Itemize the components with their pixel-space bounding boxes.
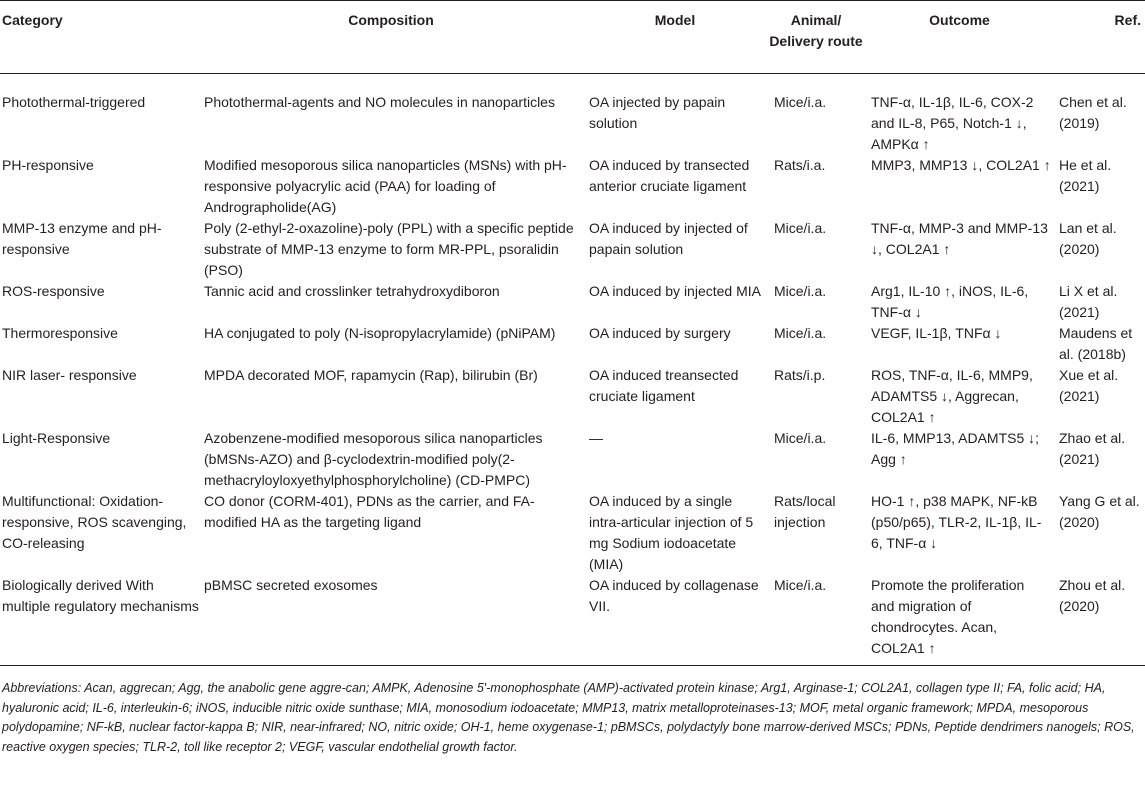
cell-category: Thermoresponsive <box>2 325 118 341</box>
cell-outcome: Arg1, IL-10 ↑, iNOS, IL-6, TNF-α ↓ <box>871 283 1029 320</box>
header-model: Model <box>654 12 696 28</box>
cell-model: OA induced by injected of papain solution <box>589 220 748 257</box>
cell-composition: MPDA decorated MOF, rapamycin (Rap), bilirubin (Br) <box>204 367 538 383</box>
cell-animal-delivery-route: Mice/i.a. <box>774 94 827 110</box>
cell-composition: Poly (2-ethyl-2-oxazoline)-poly (PPL) with a specific peptide substrate of MMP-13 enzyme to form MR-PPL, psoralidin (PSO) <box>204 220 574 278</box>
table-row <box>0 281 1145 323</box>
cell-ref: Li X et al. (2021) <box>1059 283 1118 320</box>
cell-composition: CO donor (CORM-401), PDNs as the carrier, and FA-modified HA as the targeting ligand <box>204 493 535 530</box>
cell-composition: Photothermal-agents and NO molecules in nanoparticles <box>204 94 555 110</box>
cell-animal-delivery-route: Rats/local injection <box>774 493 836 530</box>
cell-outcome: ROS, TNF-α, IL-6, MMP9, ADAMTS5 ↓, Aggrecan, COL2A1 ↑ <box>871 367 1033 425</box>
header-animal-delivery-route: Animal/ Delivery route <box>769 12 863 49</box>
header-ref: Ref. <box>1114 12 1141 28</box>
cell-model: OA injected by papain solution <box>589 94 726 131</box>
table-body <box>0 74 1145 666</box>
header-outcome: Outcome <box>929 12 990 28</box>
cell-ref: Chen et al. (2019) <box>1059 94 1127 131</box>
cell-category: Biologically derived With multiple regulatory mechanisms <box>2 577 199 614</box>
cell-ref: Zhou et al. (2020) <box>1059 577 1126 614</box>
cell-outcome: HO-1 ↑, p38 MAPK, NF-kB (p50/p65), TLR-2, IL-1β, IL-6, TNF-α ↓ <box>871 493 1042 551</box>
cell-composition: Modified mesoporous silica nanoparticles (MSNs) with pH-responsive polyacrylic acid (PAA) for loading of Andrographolide(AG) <box>204 157 567 215</box>
cell-category: NIR laser- responsive <box>2 367 137 383</box>
cell-category: PH-responsive <box>2 157 94 173</box>
table-row <box>0 218 1145 281</box>
abbreviations-footnote: Abbreviations: Acan, aggrecan; Agg, the anabolic gene aggre-can; AMPK, Adenosine 5′-monophosphate (AMP)-activated protein kinase; Arg1, Arginase-1; COL2A1, collagen type II; FA, folic acid; HA, hyaluronic acid; IL-6, interleukin-6; iNOS, inducible nitric oxide sunthase; MIA, monosodium iodoacetate; MMP13, matrix metalloproteinases-13; MOF, metal organic framework; MPDA, mesoporous polydopamine; NF-kB, nuclear factor-kappa B; NIR, near-infrared; NO, nitric oxide; OH-1, heme oxygenase-1; pBMSCs, polydactyly bone marrow-derived MSCs; PDNs, Peptide dendrimers nanogels; ROS, reactive oxygen species; TLR-2, toll like receptor 2; VEGF, vascular endothelial growth factor. <box>2 681 1135 754</box>
cell-animal-delivery-route: Mice/i.a. <box>774 220 827 236</box>
cell-ref: Yang G et al. (2020) <box>1059 493 1140 530</box>
cell-category: MMP-13 enzyme and pH-responsive <box>2 220 162 257</box>
cell-category: Multifunctional: Oxidation-responsive, ROS scavenging, CO-releasing <box>2 493 187 551</box>
cell-outcome: IL-6, MMP13, ADAMTS5 ↓; Agg ↑ <box>871 430 1040 467</box>
cell-category: ROS-responsive <box>2 283 105 299</box>
cell-animal-delivery-route: Mice/i.a. <box>774 577 827 593</box>
table-header <box>0 1 1145 74</box>
cell-ref: Maudens et al. (2018b) <box>1059 325 1133 362</box>
cell-composition: pBMSC secreted exosomes <box>204 577 378 593</box>
cell-category: Light-Responsive <box>2 430 111 446</box>
cell-model: OA induced treansected cruciate ligament <box>589 367 739 404</box>
cell-outcome: VEGF, IL-1β, TNFα ↓ <box>871 325 1002 341</box>
cell-model: OA induced by transected anterior cruciate ligament <box>589 157 750 194</box>
cell-model: OA induced by collagenase VII. <box>589 577 759 614</box>
cell-ref: He et al. (2021) <box>1059 157 1112 194</box>
cell-animal-delivery-route: Mice/i.a. <box>774 325 827 341</box>
cell-model: — <box>589 430 603 446</box>
cell-composition: Azobenzene-modified mesoporous silica nanoparticles (bMSNs-AZO) and β-cyclodextrin-modified poly(2-methacryloyloxyethylphosphorylcholine) (CD-PMPC) <box>204 430 543 488</box>
cell-outcome: TNF-α, IL-1β, IL-6, COX-2 and IL-8, P65, Notch-1 ↓, AMPKα ↑ <box>871 94 1034 152</box>
header-category: Category <box>2 12 63 28</box>
cell-animal-delivery-route: Mice/i.a. <box>774 430 827 446</box>
table-row <box>0 575 1145 666</box>
cell-model: OA induced by surgery <box>589 325 731 341</box>
cell-outcome: TNF-α, MMP-3 and MMP-13 ↓, COL2A1 ↑ <box>871 220 1048 257</box>
cell-outcome: Promote the proliferation and migration of chondrocytes. Acan, COL2A1 ↑ <box>871 577 1025 656</box>
header-composition: Composition <box>348 12 434 28</box>
table-row <box>0 74 1145 156</box>
cell-ref: Xue et al. (2021) <box>1059 367 1119 404</box>
cell-animal-delivery-route: Rats/i.a. <box>774 157 826 173</box>
table-row <box>0 155 1145 218</box>
cell-category: Photothermal-triggered <box>2 94 146 110</box>
table-row <box>0 365 1145 428</box>
table-row <box>0 323 1145 365</box>
cell-composition: Tannic acid and crosslinker tetrahydroxydiboron <box>204 283 500 299</box>
cell-outcome: MMP3, MMP13 ↓, COL2A1 ↑ <box>871 157 1051 173</box>
cell-composition: HA conjugated to poly (N-isopropylacrylamide) (pNiPAM) <box>204 325 556 341</box>
cell-animal-delivery-route: Mice/i.a. <box>774 283 827 299</box>
cell-animal-delivery-route: Rats/i.p. <box>774 367 826 383</box>
cell-model: OA induced by injected MIA <box>589 283 761 299</box>
cell-ref: Lan et al. (2020) <box>1059 220 1117 257</box>
cell-ref: Zhao et al. (2021) <box>1059 430 1126 467</box>
table-row <box>0 428 1145 491</box>
cell-model: OA induced by a single intra-articular injection of 5 mg Sodium iodoacetate (MIA) <box>589 493 754 572</box>
table-row <box>0 491 1145 575</box>
